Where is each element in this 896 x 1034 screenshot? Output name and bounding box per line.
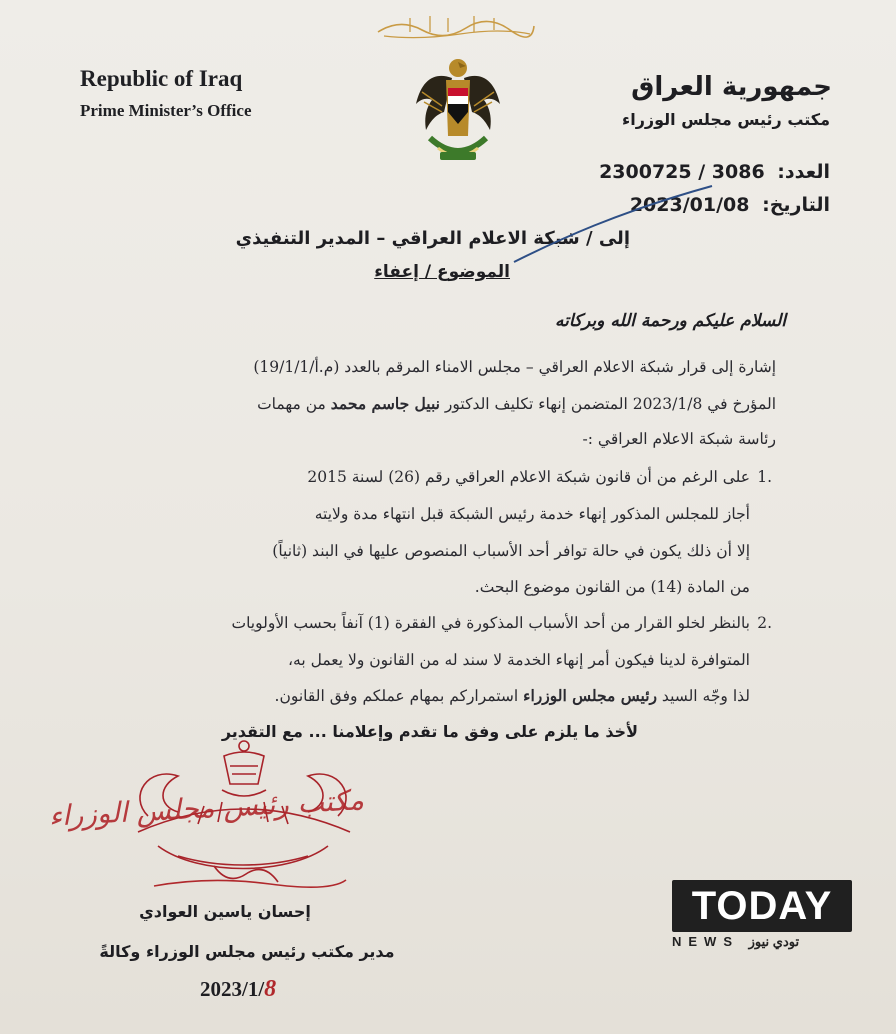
directive-prime-minister: رئيس مجلس الوزراء xyxy=(523,686,657,705)
point-1-line-4: من المادة (14) من القانون موضوع البحث. xyxy=(474,578,750,596)
directive-text-c: استمراركم بمهام عملكم وفق القانون. xyxy=(274,687,524,705)
closing-line: لأخذ ما يلزم على وفق ما تقدم وإعلامنا ... مع التقدير xyxy=(221,722,638,741)
intro-line-2-text-b: من مهمات xyxy=(257,395,331,413)
iraq-eagle-emblem-icon xyxy=(412,52,504,172)
signature-underline xyxy=(150,872,350,892)
header-english-subtitle: Prime Minister’s Office xyxy=(80,101,252,120)
point-1-line-2: أجاز للمجلس المذكور إنهاء خدمة رئيس الشبكة قبل انتهاء مدة ولايته xyxy=(314,505,750,523)
directive-text-a: لذا وجّه السيد xyxy=(657,687,750,705)
intro-person-name: نبيل جاسم محمد xyxy=(330,394,440,413)
header-english-title: Republic of Iraq xyxy=(80,66,243,91)
news-english-text: NEWS xyxy=(672,934,739,949)
today-news-logo xyxy=(672,880,852,932)
header-arabic-subtitle: مكتب رئيس مجلس الوزراء xyxy=(622,110,830,129)
subject-line: الموضوع / إعفاء xyxy=(374,262,510,282)
intro-line-3: رئاسة شبكة الاعلام العراقي :- xyxy=(582,430,776,448)
date-value: 2023/01/08 xyxy=(629,194,750,216)
reference-number-row xyxy=(470,161,830,183)
point-2-line-1: بالنظر لخلو القرار من أحد الأسباب المذكورة في الفقرة (1) آنفاً بحسب الأولويات xyxy=(231,614,750,632)
intro-line-2-text-a: المؤرخ في 2023/1/8 المتضمن إنهاء تكليف الدكتور xyxy=(439,395,776,413)
date-label: التاريخ: xyxy=(762,194,830,216)
today-logo-text: TODAY xyxy=(691,884,833,928)
signature-calligraphy: مكتب رئيس مجلس الوزراء xyxy=(48,783,365,833)
signature-date-printed: 2023/1/ xyxy=(200,977,265,1001)
point-1-line-3: إلا أن ذلك يكون في حالة توافر أحد الأسباب المنصوص عليها في البند (ثانياً) xyxy=(272,542,750,560)
point-2-number: .2 xyxy=(757,614,772,632)
signatory-title: مدير مكتب رئيس مجلس الوزراء وكالةً xyxy=(99,942,395,961)
signatory-name: إحسان ياسين العوادي xyxy=(139,902,311,921)
point-2-line-2: المتوافرة لدينا فيكون أمر إنهاء الخدمة لا سند له من القانون ولا يعمل به، xyxy=(288,651,750,669)
reference-number-label: العدد: xyxy=(777,161,830,183)
reference-number-value: 2300725 / 3086 xyxy=(599,161,765,183)
blue-pen-stroke-icon xyxy=(508,182,718,268)
addressee-line: إلى / شبكة الاعلام العراقي – المدير التنفيذي xyxy=(235,228,630,249)
signature-date-handwritten: 8 xyxy=(264,976,277,1002)
intro-line-2 xyxy=(116,394,776,413)
intro-line-1: إشارة إلى قرار شبكة الاعلام العراقي – مجلس الامناء المرقم بالعدد (م.أ/19/1/1) xyxy=(253,358,776,376)
today-news-subtitle xyxy=(672,934,852,954)
signature-date xyxy=(200,976,340,1003)
header-arabic-title: جمهورية العراق xyxy=(631,72,832,102)
directive-line xyxy=(130,686,750,705)
greeting-line: السلام عليكم ورحمة الله وبركاته xyxy=(555,311,786,331)
point-1-line-1: على الرغم من أن قانون شبكة الاعلام العراقي رقم (26) لسنة 2015 xyxy=(307,468,750,486)
top-calligraphy xyxy=(370,10,540,44)
news-arabic-text: تودي نيوز xyxy=(748,934,800,949)
point-1-number: .1 xyxy=(757,468,772,486)
